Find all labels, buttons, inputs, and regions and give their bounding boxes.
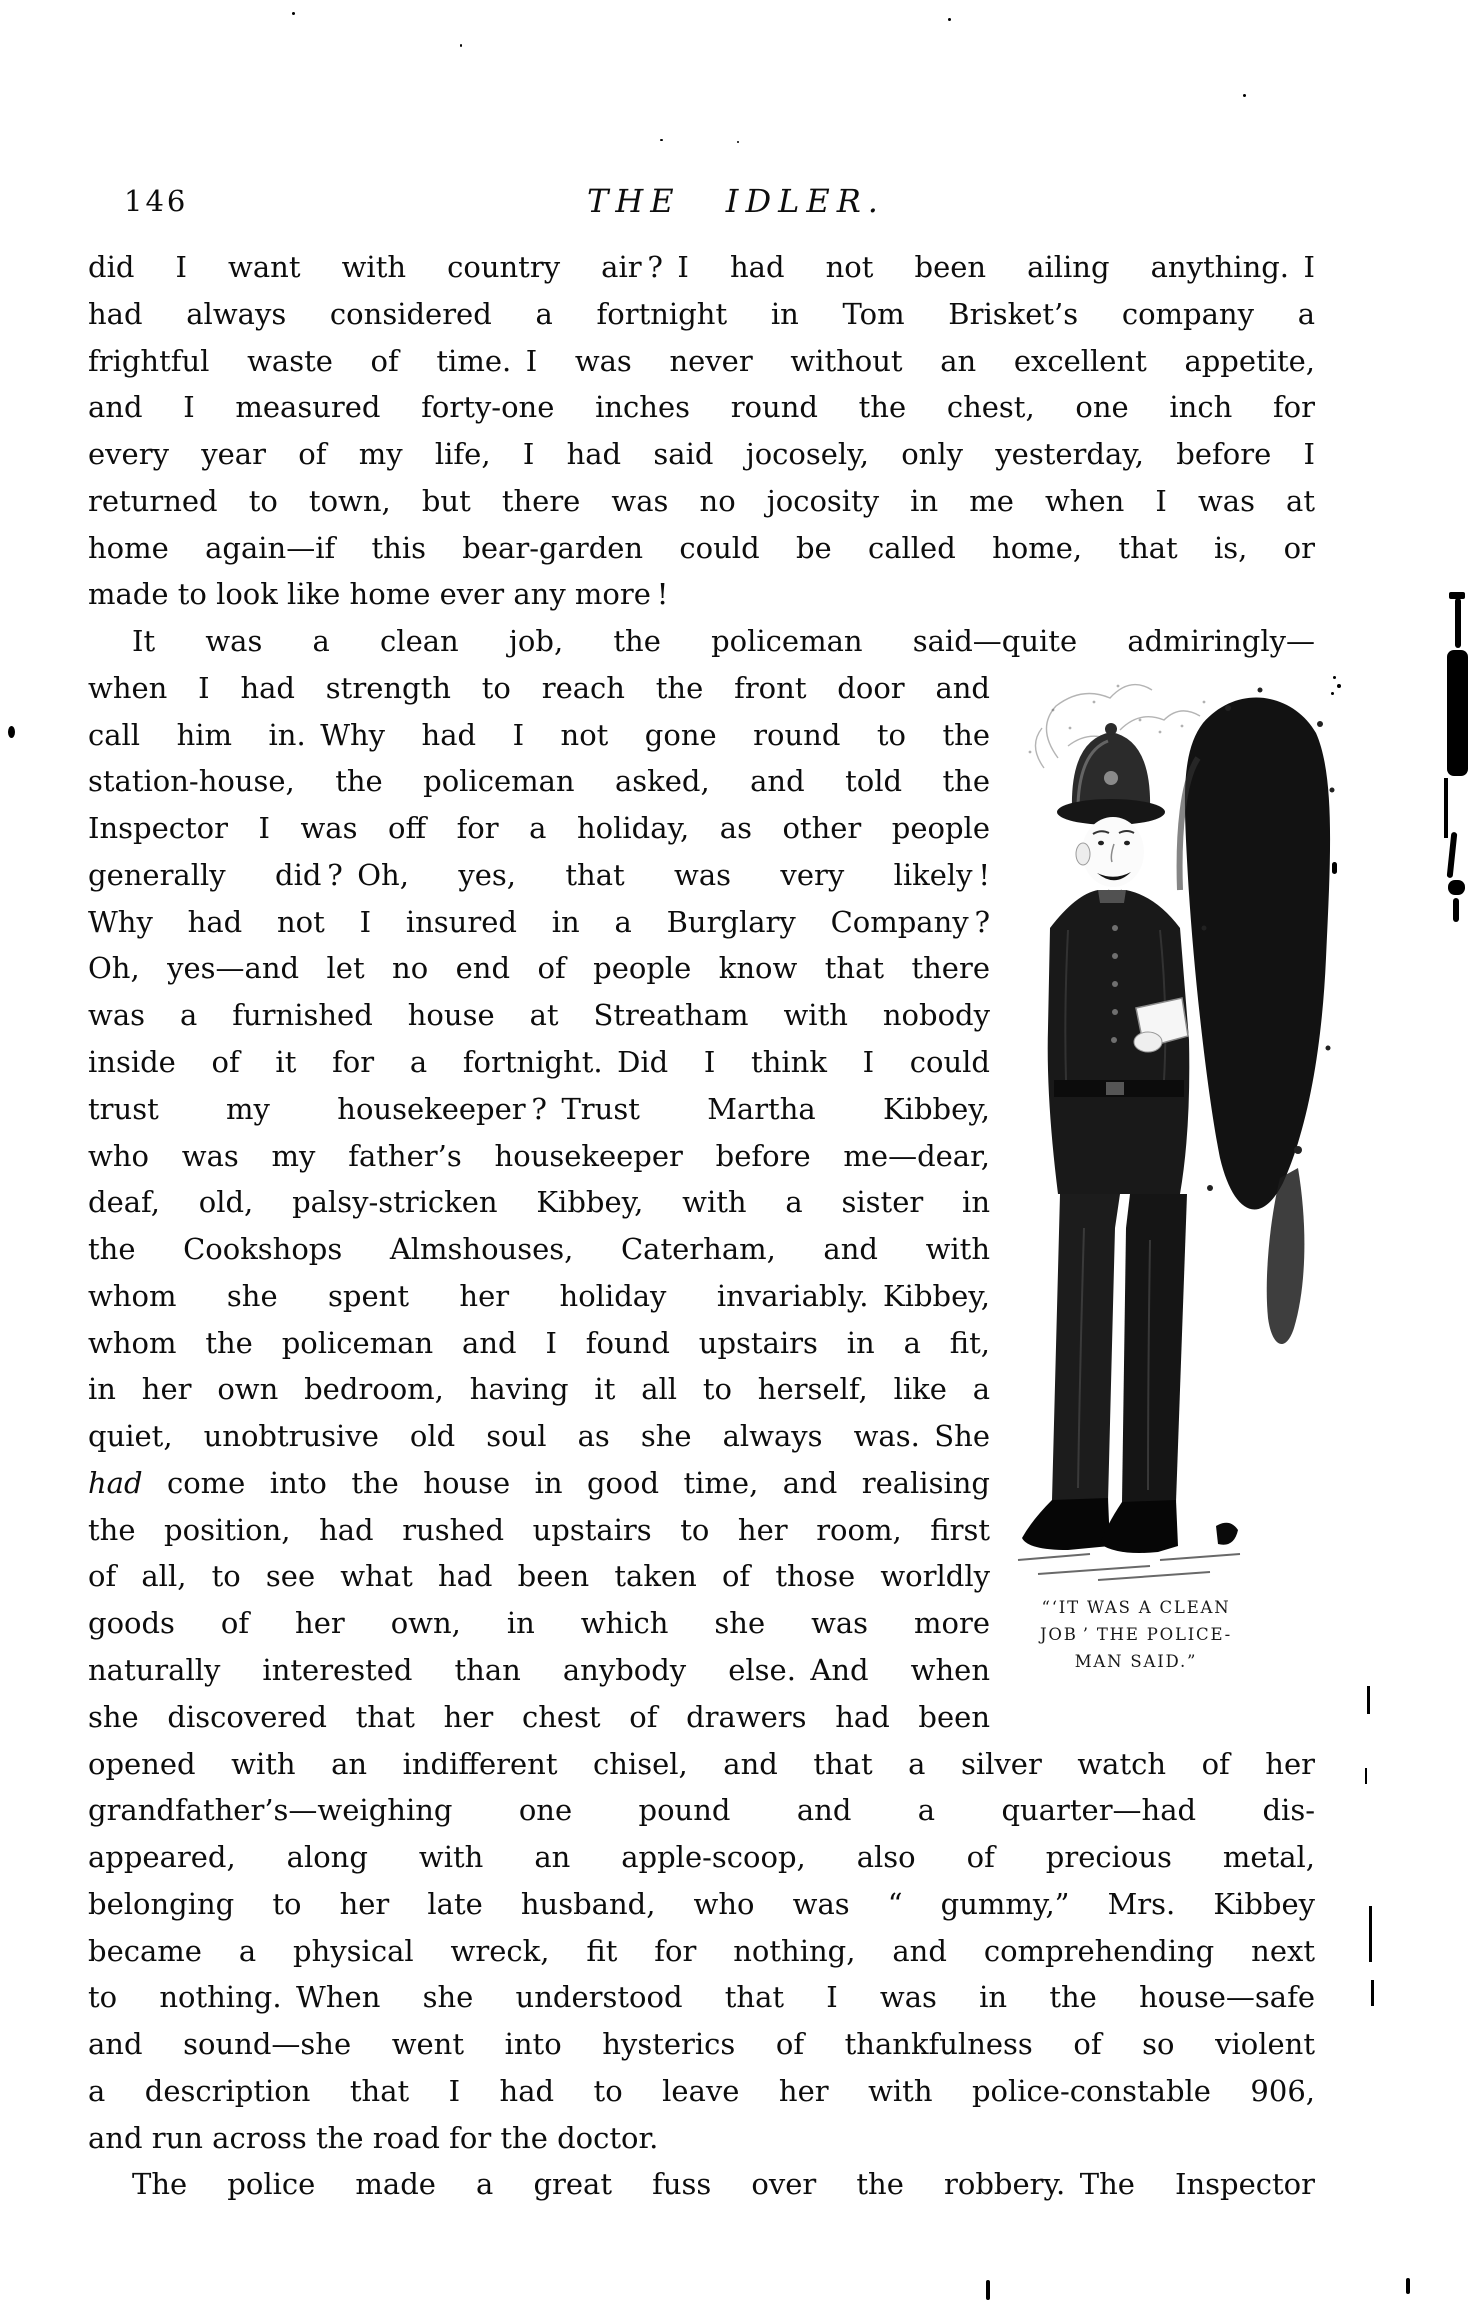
scan-artifact — [1331, 692, 1334, 695]
policeman-helmet — [1057, 723, 1165, 825]
text-line: returned to town, but there was no jocosity in me when I was at — [88, 483, 1315, 518]
policeman-belt — [1054, 1080, 1184, 1097]
text-line: inside of it for a fortnight. Did I think I could — [88, 1045, 990, 1080]
text-line: home again—if this bear-garden could be called home, that is, or — [88, 530, 1315, 565]
scan-artifact — [1333, 676, 1336, 679]
text-line: whom the policeman and I found upstairs in a fit, — [88, 1325, 990, 1360]
text-line: goods of her own, in which she was more — [88, 1606, 990, 1641]
dark-backdrop — [1185, 698, 1330, 1210]
scan-artifact — [1332, 862, 1337, 874]
text-line: quiet, unobtrusive old soul as she always was. She — [88, 1419, 990, 1454]
italic-word: had — [88, 1465, 143, 1500]
ink-blot — [1216, 1523, 1238, 1545]
ground-hatching — [1018, 1554, 1240, 1580]
caption-line: “‘IT WAS A CLEAN — [1041, 1598, 1231, 1617]
scan-artifact — [1444, 778, 1448, 838]
policeman-boots — [1022, 1498, 1178, 1553]
scan-artifact — [1453, 898, 1459, 922]
policeman-face — [1076, 817, 1144, 892]
policeman-illustration — [998, 628, 1336, 1603]
text-line: Why had not I insured in a Burglary Company ? — [88, 904, 990, 939]
scan-artifact — [660, 139, 663, 141]
text-line: did I want with country air ? I had not been ailing anything. I — [88, 250, 1315, 284]
text-line: of all, to see what had been taken of those worldly — [88, 1559, 990, 1594]
text-line: the position, had rushed upstairs to her room, first — [88, 1512, 990, 1547]
text-line: she discovered that her chest of drawers had been — [88, 1699, 990, 1734]
text-line: who was my father’s housekeeper before me—dear, — [88, 1138, 990, 1173]
text-line: Inspector I was off for a holiday, as other people — [88, 811, 990, 846]
scan-artifact — [1367, 1686, 1370, 1714]
scan-artifact — [292, 12, 295, 15]
text-line: frightful waste of time. I was never without an excellent appetite, — [88, 343, 1315, 378]
scan-artifact — [1406, 2278, 1410, 2294]
text-line-with-italic — [88, 1460, 990, 1507]
scan-artifact — [8, 726, 15, 738]
scan-artifact — [948, 18, 951, 21]
page-title: THE IDLER. — [587, 182, 885, 220]
text-line: and run across the road for the doctor. — [88, 2120, 659, 2155]
text-line: generally did ? Oh, yes, that was very likely ! — [88, 857, 990, 892]
scan-artifact — [1369, 1906, 1372, 1962]
text-line: to nothing. When she understood that I was in the house—safe — [88, 1980, 1315, 2015]
text-line: became a physical wreck, fit for nothing, and comprehending next — [88, 1933, 1315, 1968]
scan-artifact — [737, 141, 739, 143]
scan-artifact — [1365, 1768, 1367, 1784]
scan-artifact — [460, 44, 462, 47]
text-line: had always considered a fortnight in Tom Brisket’s company a — [88, 296, 1315, 331]
scan-artifact — [986, 2280, 990, 2300]
text-line: opened with an indifferent chisel, and that a silver watch of her — [88, 1746, 1315, 1781]
text-line: call him in. Why had I not gone round to the — [88, 717, 990, 752]
text-line: whom she spent her holiday invariably. Kibbey, — [88, 1278, 990, 1313]
scan-artifact — [1243, 94, 1246, 97]
text-line: Oh, yes—and let no end of people know that there — [88, 951, 990, 986]
text-line: It was a clean job, the policeman said—quite admiringly— — [132, 624, 1315, 659]
text-line: the Cookshops Almshouses, Caterham, and with — [88, 1232, 990, 1267]
text-line: grandfather’s—weighing one pound and a quarter—had dis- — [88, 1793, 1315, 1828]
text-line: and I measured forty-one inches round the chest, one inch for — [88, 390, 1315, 425]
scan-artifact — [1455, 598, 1461, 648]
text-line: and sound—she went into hysterics of thankfulness of so violent — [88, 2027, 1315, 2062]
page-number: 146 — [124, 184, 189, 218]
scan-artifact — [1447, 832, 1458, 878]
text-line: station-house, the policeman asked, and told the — [88, 764, 990, 799]
text-line: every year of my life, I had said jocosely, only yesterday, before I — [88, 437, 1315, 472]
text-line: The police made a great fuss over the robbery. The Inspector — [132, 2167, 1315, 2202]
scan-artifact — [1371, 1980, 1374, 2006]
scan-artifact — [1448, 880, 1465, 895]
text-line: naturally interested than anybody else. And when — [88, 1652, 990, 1687]
text-line: was a furnished house at Streatham with nobody — [88, 998, 990, 1033]
scan-artifact — [1447, 650, 1468, 776]
illustration-caption — [993, 1594, 1279, 1675]
text-line: belonging to her late husband, who was “ gummy,” Mrs. Kibbey — [88, 1886, 1315, 1921]
caption-line: MAN SAID.” — [1074, 1652, 1198, 1671]
policeman-trousers — [1052, 1194, 1187, 1502]
text-line: trust my housekeeper ? Trust Martha Kibbey, — [88, 1091, 990, 1126]
scan-artifact — [1337, 684, 1341, 688]
text-line: deaf, old, palsy-stricken Kibbey, with a sister in — [88, 1185, 990, 1220]
caption-line: JOB ’ THE POLICE- — [1040, 1625, 1232, 1644]
text-line: a description that I had to leave her with police-constable 906, — [88, 2073, 1315, 2108]
text-line: in her own bedroom, having it all to herself, like a — [88, 1372, 990, 1407]
text-line-rest: come into the house in good time, and realising — [142, 1465, 990, 1500]
text-line: made to look like home ever any more ! — [88, 577, 669, 612]
text-line: when I had strength to reach the front door and — [88, 670, 990, 705]
text-line: appeared, along with an apple-scoop, also of precious metal, — [88, 1840, 1315, 1875]
